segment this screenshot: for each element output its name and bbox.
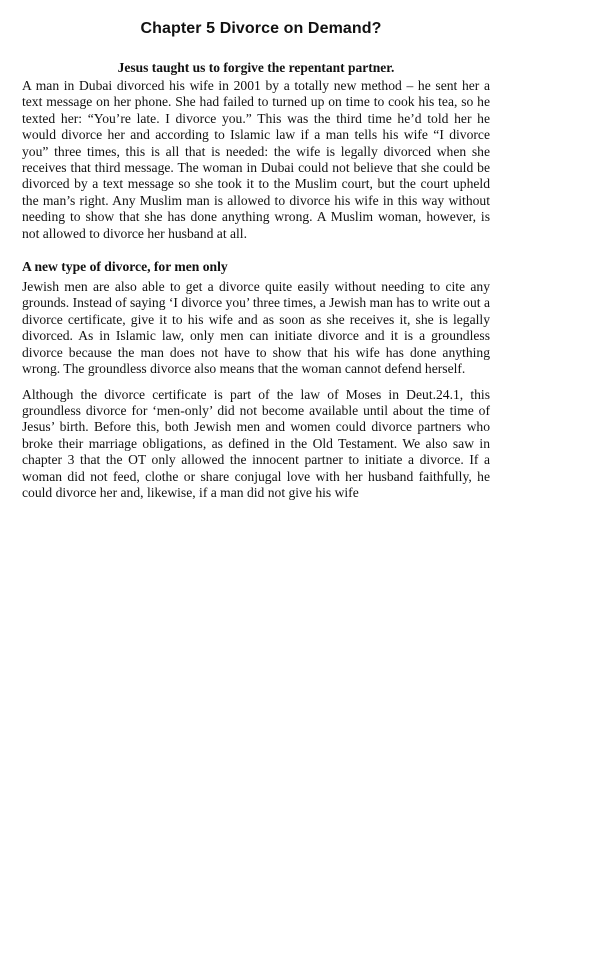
intro-paragraph: A man in Dubai divorced his wife in 2001 by a totally new method – he sent her a text message on her phone. She had failed to turned up on time to cook his tea, so he texted her: “You’re late. I divorce you.” This was the third time he’d told her he would divorce her and according to Islamic law if a man tells his wife “I divorce you” three times, this is all that is needed: the wife is legally divorced when she receives that third message. The woman in Dubai could not believe that she could be divorced by a text message so she took it to the Muslim court, but the court upheld the man’s right. Any Muslim man is allowed to divorce his wife in this way without needing to show that she has done anything wrong. A Muslim woman, however, is not allowed to divorce her husband at all. xyxy=(22,78,490,241)
chapter-subtitle: Jesus taught us to forgive the repentant partner. xyxy=(117,60,395,75)
section-paragraph-1: Jewish men are also able to get a divorce quite easily without needing to cite any grounds. Instead of saying ‘I divorce you’ three times, a Jewish man has to write out a divorce certificate, give it to his wife and as soon as she receives it, she is legally divorced. As in Islamic law, only men can initiate divorce and it is a groundless divorce because the man does not have to show that his wife has done anything wrong. The groundless divorce also means that the woman cannot defend herself. xyxy=(22,279,490,377)
chapter-title: Chapter 5 Divorce on Demand? xyxy=(140,20,382,37)
section-heading: A new type of divorce, for men only xyxy=(22,259,228,275)
page xyxy=(22,20,490,501)
section-paragraph-2: Although the divorce certificate is part of the law of Moses in Deut.24.1, this groundless divorce for ‘men-only’ did not become available until about the time of Jesus’ birth. Before this, both Jewish men and women could divorce partners who broke their marriage obligations, as defined in the Old Testament. We also saw in chapter 3 that the OT only allowed the innocent partner to initiate a divorce. If a woman did not feed, clothe or share conjugal love with her husband faithfully, he could divorce her and, likewise, if a man did not give his wife xyxy=(22,386,490,500)
